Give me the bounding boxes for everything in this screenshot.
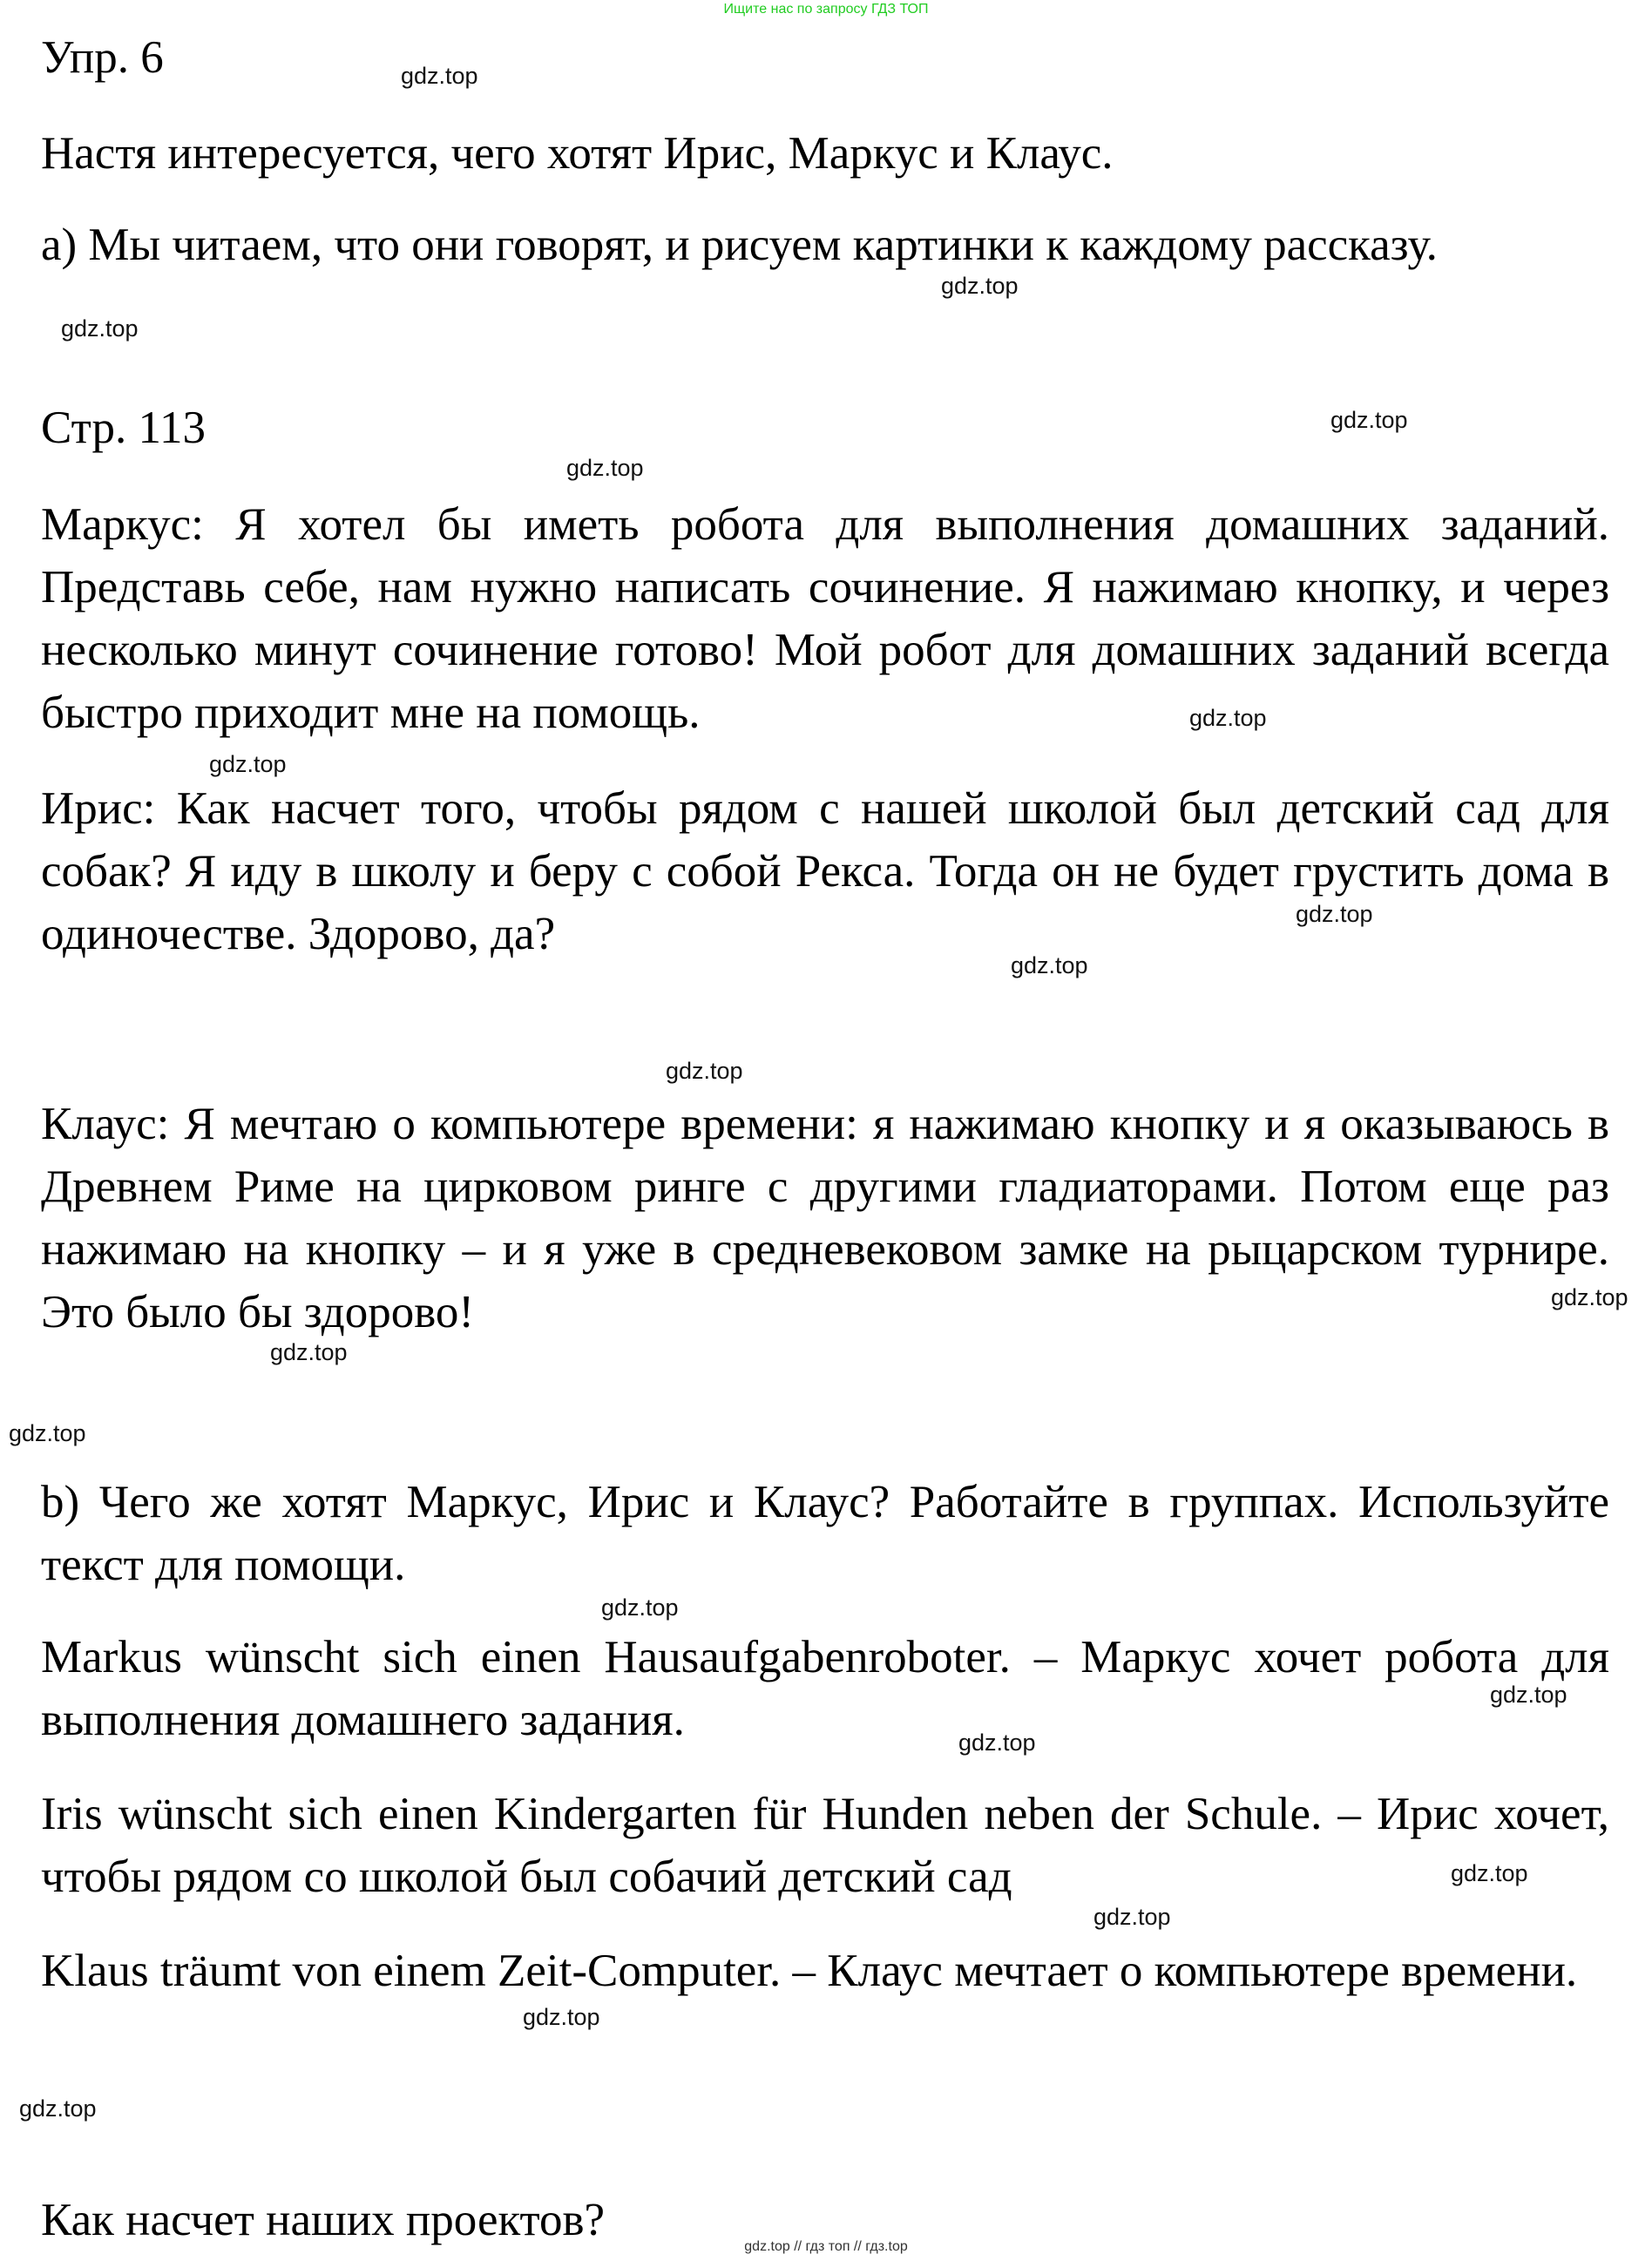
iris-paragraph: Ирис: Как насчет того, чтобы рядом с нашей школой был детский сад для собак? Я иду в школу и беру с собой Рекса. Тогда он не будет грустить дома в одиночестве. Здорово, да? — [41, 783, 1609, 959]
intro-text: Настя интересуется, чего хотят Ирис, Маркус и Клаус. — [41, 128, 1114, 179]
exercise-title: Упр. 6 — [41, 32, 164, 83]
watermark: gdz.top — [61, 315, 139, 342]
watermark: gdz.top — [566, 455, 644, 481]
markus-paragraph: Маркус: Я хотел бы иметь робота для выполнения домашних заданий. Представь себе, нам нужно написать сочинение. Я нажимаю кнопку, и через несколько минут сочинение готово! Мой робот для домашних заданий всегда быстро приходит мне на помощь. — [41, 499, 1609, 738]
top-banner: Ищите нас по запросу ГДЗ ТОП — [723, 2, 929, 17]
watermark: gdz.top — [1093, 1904, 1171, 1930]
watermark: gdz.top — [1296, 901, 1373, 927]
closing-question: Как насчет наших проектов? — [41, 2195, 606, 2245]
watermark: gdz.top — [1451, 1860, 1528, 1886]
answer-klaus: Klaus träumt von einem Zeit-Computer. – Клаус мечтает о компьютере времени. — [41, 1946, 1578, 1996]
watermark: gdz.top — [270, 1339, 348, 1365]
page-reference: Стр. 113 — [41, 403, 206, 453]
task-a-text: а) Мы читаем, что они говорят, и рисуем картинки к каждому рассказу. — [41, 220, 1438, 270]
watermark: gdz.top — [209, 751, 287, 777]
watermark: gdz.top — [941, 273, 1019, 299]
watermark: gdz.top — [666, 1058, 743, 1084]
answer-iris: Iris wünscht sich einen Kindergarten für Hunden neben der Schule. – Ирис хочет, чтобы рядом со школой был собачий детский сад — [41, 1789, 1609, 1902]
watermark: gdz.top — [601, 1594, 679, 1621]
watermark: gdz.top — [1011, 952, 1088, 978]
watermark: gdz.top — [1189, 705, 1267, 731]
task-b-text: b) Чего же хотят Маркус, Ирис и Клаус? Работайте в группах. Используйте текст для помощи. — [41, 1477, 1609, 1590]
watermark: gdz.top — [958, 1730, 1036, 1756]
bottom-banner: gdz.top // гдз топ // гдз.top — [744, 2239, 908, 2254]
watermark: gdz.top — [19, 2095, 97, 2122]
klaus-paragraph: Клаус: Я мечтаю о компьютере времени: я нажимаю кнопку и я оказываюсь в Древнем Риме на цирковом ринге с другими гладиаторами. Потом еще раз нажимаю на кнопку – и я уже в средневековом замке на рыцарском турнире. Это было бы здорово! — [41, 1099, 1609, 1337]
watermark: gdz.top — [523, 2004, 600, 2030]
watermark: gdz.top — [1330, 407, 1408, 433]
watermark: gdz.top — [401, 63, 478, 89]
watermark: gdz.top — [1490, 1682, 1567, 1708]
answer-markus: Markus wünscht sich einen Hausaufgabenroboter. – Маркус хочет робота для выполнения домашнего задания. — [41, 1632, 1609, 1745]
watermark: gdz.top — [1551, 1284, 1628, 1310]
watermark: gdz.top — [9, 1420, 86, 1446]
